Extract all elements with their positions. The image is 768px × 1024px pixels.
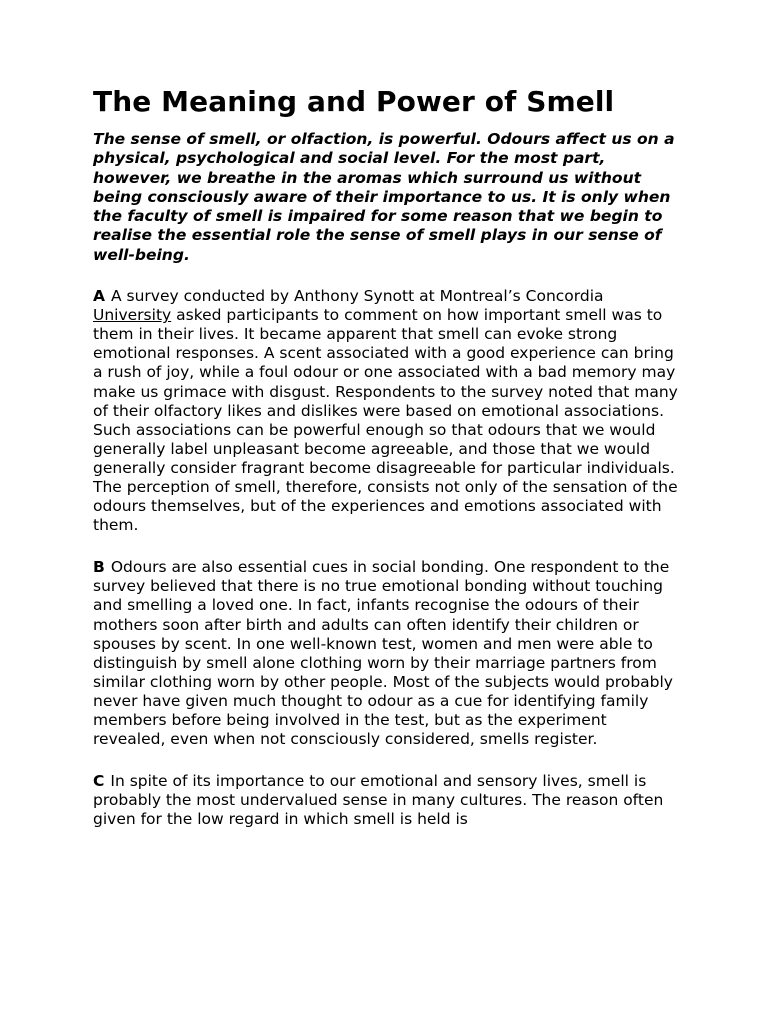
paragraph-a xyxy=(93,287,678,535)
intro-paragraph: The sense of smell, or olfaction, is powerful. Odours affect us on a physical, psychological and social level. For the most part, however, we breathe in the aromas which surround us without being consciously aware of their importance to us. It is only when the faculty of smell is impaired for some reason that we begin to realise the essential role the sense of smell plays in our sense of well-being. xyxy=(93,130,675,264)
paragraph-letter-b: B xyxy=(93,558,105,577)
paragraph-a-text-end: asked participants to comment on how important smell was to them in their lives. It became apparent that smell can evoke strong emotional responses. A scent associated with a good experience can bring a rush of joy, while a foul odour or one associated with a bad memory may make us grimace with disgust. Respondents to the survey noted that many of their olfactory likes and dislikes were based on emotional associations. Such associations can be powerful enough so that odours that we would generally label unpleasant become agreeable, and those that we would generally consider fragrant become disagreeable for particular individuals. The perception of smell, therefore, consists not only of the sensation of the odours themselves, but of the experiences and emotions associated with them. xyxy=(93,306,678,535)
paragraph-c xyxy=(93,772,678,829)
paragraph-letter-c: C xyxy=(93,772,105,791)
university-link[interactable]: University xyxy=(93,306,172,325)
paragraph-b-text: Odours are also essential cues in social bonding. One respondent to the survey believed that there is no true emotional bonding without touching and smelling a loved one. In fact, infants recognise the odours of their mothers soon after birth and adults can often identify their children or spouses by scent. In one well-known test, women and men were able to distinguish by smell alone clothing worn by their marriage partners from similar clothing worn by other people. Most of the subjects would probably never have given much thought to odour as a cue for identifying family members before being involved in the test, but as the experiment revealed, even when not consciously considered, smells register. xyxy=(93,558,673,749)
document-page xyxy=(93,84,678,853)
paragraph-letter-a: A xyxy=(93,287,105,306)
paragraph-a-text-start: A survey conducted by Anthony Synott at Montreal’s Concordia xyxy=(111,287,604,306)
paragraph-b xyxy=(93,558,678,749)
document-title: The Meaning and Power of Smell xyxy=(93,85,615,118)
paragraph-c-text: In spite of its importance to our emotional and sensory lives, smell is probably the most undervalued sense in many cultures. The reason often given for the low regard in which smell is held is xyxy=(93,772,664,829)
